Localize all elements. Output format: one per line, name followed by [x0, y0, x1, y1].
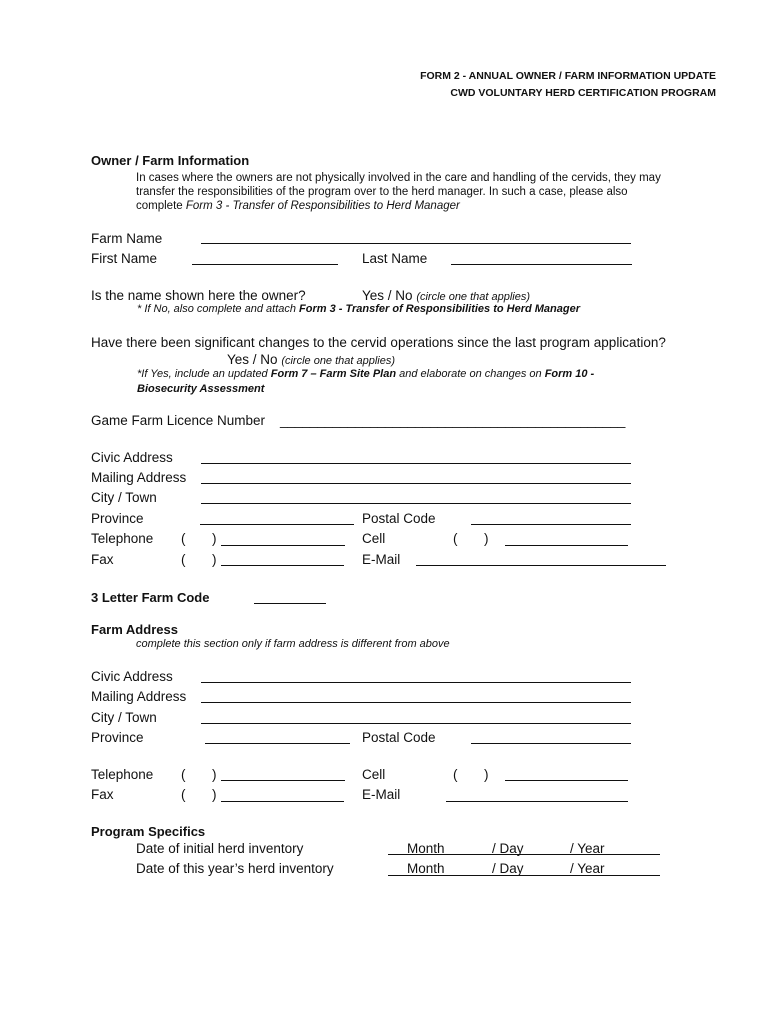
- farm-fax-paren-close: ): [212, 787, 217, 802]
- owner-note-line1: In cases where the owners are not physically involved in the care and handling of the cervids, they may: [136, 172, 661, 184]
- licence-field[interactable]: ______________________________________________: [280, 413, 626, 428]
- owner-note-line2: transfer the responsibilities of the program over to the herd manager. In such a case, please also: [136, 186, 628, 198]
- initial-inventory-label: Date of initial herd inventory: [136, 841, 304, 856]
- farm-telephone-field[interactable]: [221, 780, 345, 781]
- fax-paren-open: (: [181, 552, 186, 567]
- farm-email-field[interactable]: [446, 801, 628, 802]
- farm-civic-address-field[interactable]: [201, 682, 631, 683]
- farm-name-field[interactable]: [201, 243, 631, 244]
- licence-label: Game Farm Licence Number: [91, 413, 266, 428]
- first-name-label: First Name: [91, 251, 158, 266]
- telephone-label: Telephone: [91, 531, 154, 546]
- farm-email-label: E-Mail: [362, 787, 401, 802]
- last-name-field[interactable]: [451, 264, 632, 265]
- fax-field[interactable]: [221, 565, 344, 566]
- civic-address-label: Civic Address: [91, 450, 173, 465]
- changes-if-yes-note-line2: Biosecurity Assessment: [137, 383, 265, 395]
- changes-if-yes-note: *If Yes, include an updated Form 7 – Farm Site Plan and elaborate on changes on Form 10 -: [137, 368, 595, 380]
- current-inventory-label: Date of this year’s herd inventory: [136, 861, 334, 876]
- initial-day: / Day: [492, 841, 524, 856]
- farm-fax-field[interactable]: [221, 801, 344, 802]
- fax-label: Fax: [91, 552, 114, 567]
- farm-postal-code-field[interactable]: [471, 743, 631, 744]
- farm-postal-code-label: Postal Code: [362, 730, 436, 745]
- current-day: / Day: [492, 861, 524, 876]
- owner-section-title: Owner / Farm Information: [91, 153, 250, 168]
- farm-cell-field[interactable]: [505, 780, 628, 781]
- mailing-address-field[interactable]: [201, 483, 631, 484]
- farm-province-field[interactable]: [205, 743, 350, 744]
- postal-code-label: Postal Code: [362, 511, 436, 526]
- first-name-field[interactable]: [192, 264, 338, 265]
- farm-code-label: 3 Letter Farm Code: [91, 590, 210, 605]
- farm-civic-address-label: Civic Address: [91, 669, 173, 684]
- changes-question: Have there been significant changes to the cervid operations since the last program application?: [91, 335, 666, 350]
- farm-telephone-paren-close: ): [212, 767, 217, 782]
- farm-fax-label: Fax: [91, 787, 114, 802]
- owner-note-line3: complete Form 3 - Transfer of Responsibilities to Herd Manager: [136, 200, 460, 212]
- last-name-label: Last Name: [362, 251, 428, 266]
- cell-field[interactable]: [505, 545, 628, 546]
- farm-code-field[interactable]: [254, 603, 326, 604]
- current-month: Month: [407, 861, 445, 876]
- program-specifics-title: Program Specifics: [91, 824, 206, 839]
- owner-yes-no[interactable]: Yes / No (circle one that applies): [362, 288, 531, 303]
- farm-mailing-address-field[interactable]: [201, 702, 631, 703]
- city-label: City / Town: [91, 490, 157, 505]
- cell-label: Cell: [362, 531, 386, 546]
- farm-fax-paren-open: (: [181, 787, 186, 802]
- program-title: CWD VOLUNTARY HERD CERTIFICATION PROGRAM: [450, 87, 716, 99]
- current-year: / Year: [570, 861, 605, 876]
- email-label: E-Mail: [362, 552, 401, 567]
- changes-yes-no[interactable]: Yes / No (circle one that applies): [227, 352, 396, 367]
- telephone-paren-close: ): [212, 531, 217, 546]
- fax-paren-close: ): [212, 552, 217, 567]
- initial-month: Month: [407, 841, 445, 856]
- civic-address-field[interactable]: [201, 463, 631, 464]
- mailing-address-label: Mailing Address: [91, 470, 187, 485]
- telephone-field[interactable]: [221, 545, 345, 546]
- province-label: Province: [91, 511, 144, 526]
- farm-telephone-label: Telephone: [91, 767, 154, 782]
- owner-question: Is the name shown here the owner?: [91, 288, 306, 303]
- cell-paren-close: ): [484, 531, 489, 546]
- telephone-paren-open: (: [181, 531, 186, 546]
- farm-name-label: Farm Name: [91, 231, 163, 246]
- postal-code-field[interactable]: [471, 524, 631, 525]
- farm-cell-label: Cell: [362, 767, 386, 782]
- farm-city-label: City / Town: [91, 710, 157, 725]
- farm-address-title: Farm Address: [91, 622, 178, 637]
- email-field[interactable]: [416, 565, 666, 566]
- province-field[interactable]: [200, 524, 354, 525]
- owner-if-no-note: * If No, also complete and attach Form 3 - Transfer of Responsibilities to Herd Manager: [137, 303, 581, 315]
- farm-cell-paren-open: (: [453, 767, 458, 782]
- farm-city-field[interactable]: [201, 723, 631, 724]
- farm-telephone-paren-open: (: [181, 767, 186, 782]
- farm-province-label: Province: [91, 730, 144, 745]
- city-field[interactable]: [201, 503, 631, 504]
- initial-year: / Year: [570, 841, 605, 856]
- cell-paren-open: (: [453, 531, 458, 546]
- form-title: FORM 2 - ANNUAL OWNER / FARM INFORMATION UPDATE: [420, 70, 716, 82]
- farm-address-note: complete this section only if farm address is different from above: [136, 638, 450, 650]
- farm-cell-paren-close: ): [484, 767, 489, 782]
- farm-mailing-address-label: Mailing Address: [91, 689, 187, 704]
